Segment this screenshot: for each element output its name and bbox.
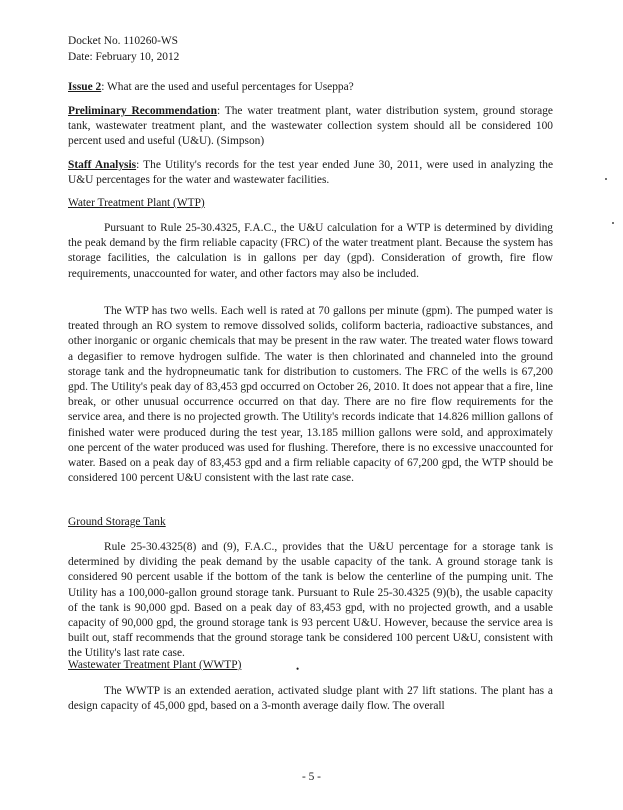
issue-line (68, 80, 553, 95)
recommendation-paragraph (68, 104, 553, 150)
recommendation-text: : The water treatment plant, water distribution system, ground storage tank, wastewater treatment plant, and the wastewater collection system should all be considered 100 percent used and useful (U&U). (Simpson) (68, 105, 553, 148)
analysis-text: : The Utility's records for the test year ended June 30, 2011, were used in analyzing the U&U percentages for the water and wastewater facilities. (68, 159, 553, 187)
scan-speck (612, 222, 614, 224)
wwtp-paragraph: The WWTP is an extended aeration, activated sludge plant with 27 lift stations. The plant has a design capacity of 45,000 gpd, based on a 3-month average daily flow. The overall (68, 685, 553, 713)
gst-heading: Ground Storage Tank (68, 516, 166, 528)
analysis-label: Staff Analysis (68, 159, 137, 171)
wtp-heading: Water Treatment Plant (WTP) (68, 197, 205, 209)
analysis-paragraph (68, 158, 553, 188)
recommendation-label: Preliminary Recommendation (68, 105, 217, 117)
scan-speck (605, 178, 607, 180)
page-number: - 5 - (302, 771, 321, 783)
gst-paragraph: Rule 25-30.4325(8) and (9), F.A.C., provides that the U&U percentage for a storage tank is determined by dividing the peak demand by the usable capacity of the tank. A ground storage tank is considered 90 percent usable if the bottom of the tank is below the centerline of the pumping unit. The Utility has a 100,000-gallon ground storage tank. Pursuant to Rule 25-30.4325 (9)(b), the usable capacity of the tank is 90,000 gpd. Based on a peak day of 83,453 gpd, with no projected growth, and a usable capacity of 90,000 gpd, the ground storage tank is 93 percent U&U. However, because the service area is built out, staff recommends that the ground storage tank be considered 100 percent U&U, consistent with the Utility's last rate case. (68, 541, 553, 660)
wtp-paragraph-1: Pursuant to Rule 25-30.4325, F.A.C., the U&U calculation for a WTP is determined by dividing the peak demand by the firm reliable capacity (FRC) of the water treatment plant. Because the system has storage facilities, the calculation is in gallons per day (gpd). Consideration of growth, fire flow requirements, unaccounted for water, and other factors may also be included. (68, 222, 553, 280)
wwtp-heading: Wastewater Treatment Plant (WWTP) (68, 659, 242, 671)
docket-number: Docket No. 110260-WS (68, 35, 178, 47)
issue-label: Issue 2 (68, 81, 102, 93)
document-date: Date: February 10, 2012 (68, 51, 180, 63)
stray-mark: • (296, 664, 300, 674)
wtp-paragraph-2: The WTP has two wells. Each well is rated at 70 gallons per minute (gpm). The pumped water is treated through an RO system to remove dissolved solids, coliform bacteria, radioactive substances, and other inorganic or organic chemicals that may be present in the raw water. The treated water flows toward a degasifier to remove hydrogen sulfide. The water is then chlorinated and channeled into the ground storage tank and the hydropneumatic tank for distribution to customers. The FRC of the wells is 67,200 gpd. The Utility's peak day of 83,453 gpd occurred on October 26, 2010. It does not appear that a fire, line break, or other unusual occurrence occurred on that day. There are no fire flow requirements for the service area, and there is no projected growth. The Utility's records indicate that 14.826 million gallons of finished water were produced during the test year, 13.185 million gallons were sold, and approximately one percent of the water produced was used for flushing. Therefore, there is no excessive unaccounted for water. Based on a peak day of 83,453 gpd and a firm reliable capacity of 67,200 gpd, the WTP should be considered 100 percent U&U consistent with the last rate case. (68, 305, 553, 485)
issue-text: : What are the used and useful percentages for Useppa? (101, 81, 354, 93)
